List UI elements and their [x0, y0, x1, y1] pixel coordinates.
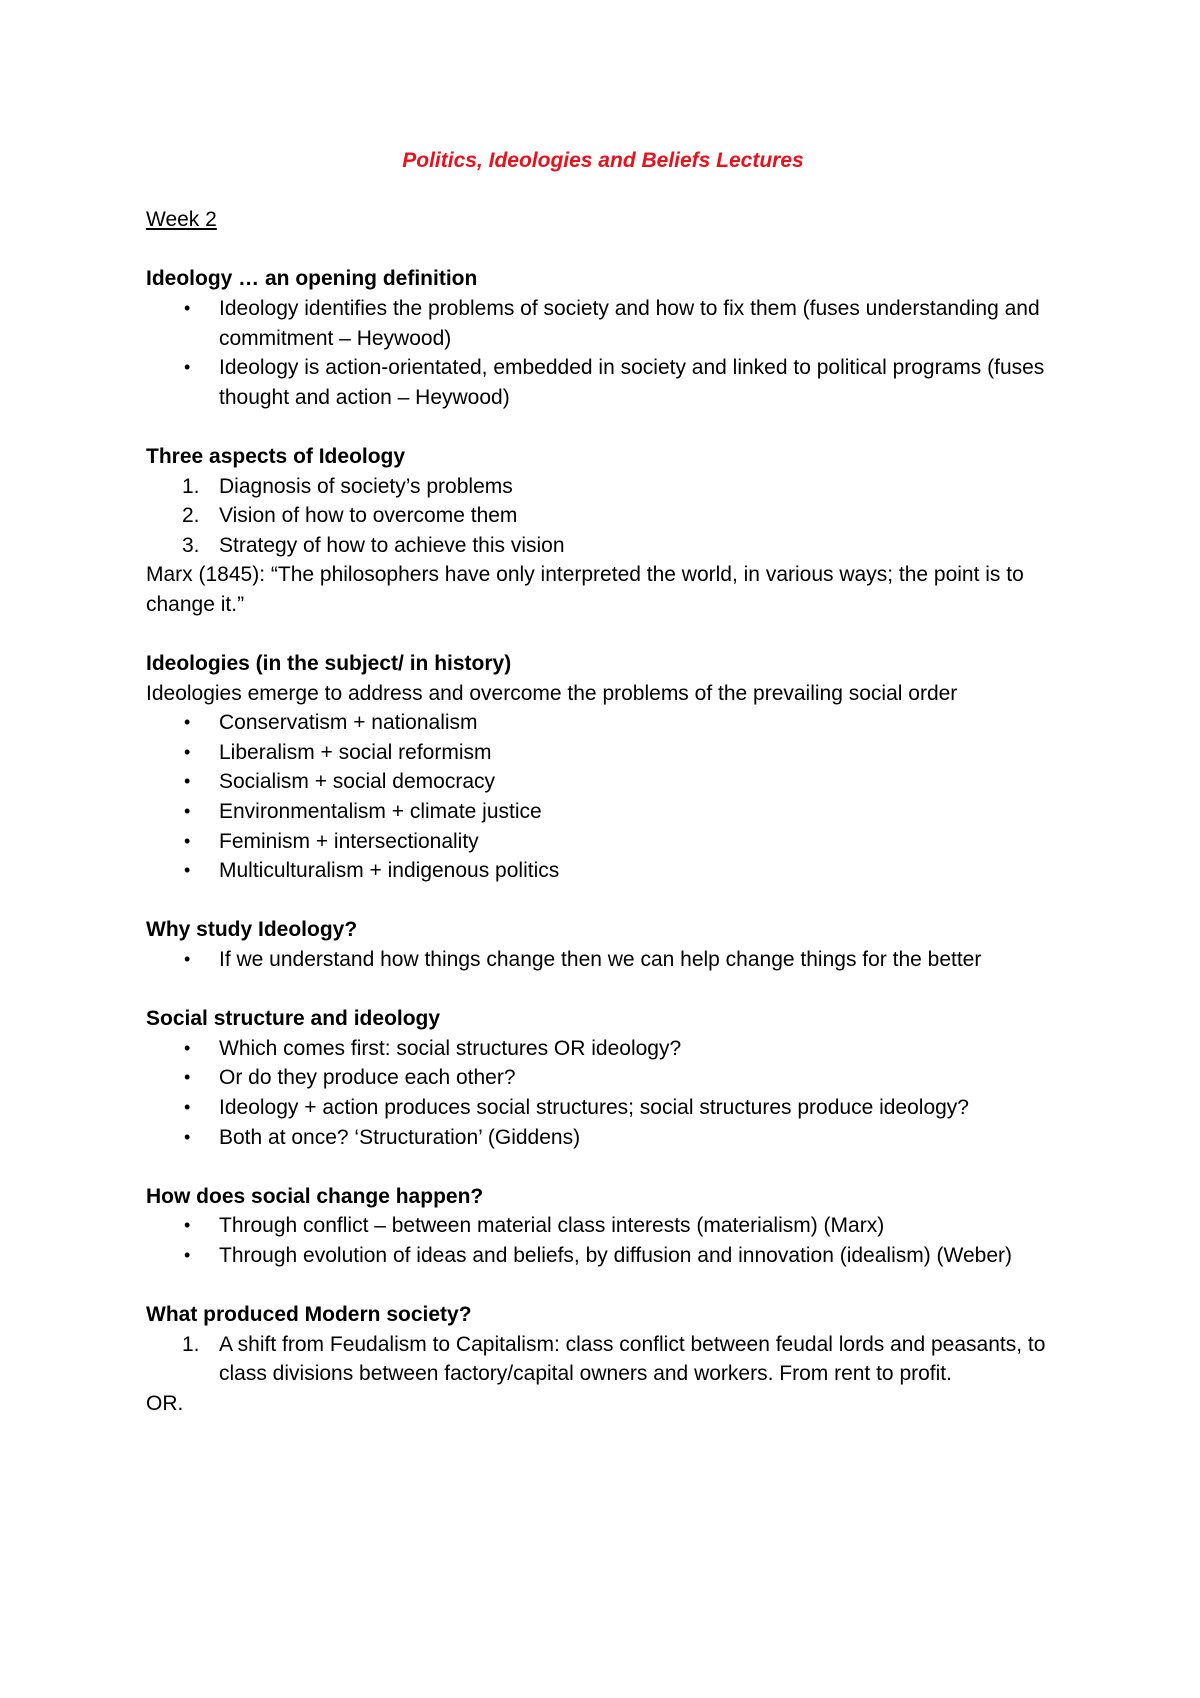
- list-item: 2. Vision of how to overcome them: [146, 501, 1060, 531]
- list-item: • Both at once? ‘Structuration’ (Giddens): [146, 1123, 1060, 1153]
- section-why-study: [146, 915, 1060, 974]
- bullet-list: [146, 1034, 1060, 1152]
- list-item: • Ideology + action produces social structures; social structures produce ideology?: [146, 1093, 1060, 1123]
- list-item: 3. Strategy of how to achieve this vision: [146, 531, 1060, 561]
- list-item: • Socialism + social democracy: [146, 767, 1060, 797]
- section-heading: Ideology … an opening definition: [146, 267, 478, 291]
- list-item: • Feminism + intersectionality: [146, 827, 1060, 857]
- bullet-icon: •: [184, 1126, 191, 1147]
- list-item: • Through evolution of ideas and beliefs, by diffusion and innovation (idealism) (Weber): [146, 1241, 1060, 1271]
- bullet-icon: •: [184, 1037, 191, 1058]
- bullet-icon: •: [184, 771, 191, 792]
- list-item: • Ideology is action-orientated, embedded in society and linked to political programs (fuses thought and action – Heywood): [146, 353, 1060, 412]
- trailing-or: OR.: [146, 1391, 184, 1415]
- bullet-icon: •: [184, 949, 191, 970]
- bullet-icon: •: [184, 297, 191, 318]
- bullet-icon: •: [184, 712, 191, 733]
- list-item: • If we understand how things change then we can help change things for the better: [146, 945, 1060, 975]
- list-item: • Or do they produce each other?: [146, 1063, 1060, 1093]
- bullet-icon: •: [184, 1097, 191, 1117]
- list-item: • Ideology identifies the problems of society and how to fix them (fuses understanding and commitment – Heywood): [146, 294, 1060, 353]
- list-item: • Multiculturalism + indigenous politics: [146, 856, 1060, 886]
- section-social-structure: [146, 1004, 1060, 1152]
- week-label: Week 2: [146, 208, 217, 232]
- bullet-list: [146, 708, 1060, 886]
- numbered-list: [146, 472, 1060, 561]
- bullet-list: [146, 945, 1060, 975]
- document-title: Politics, Ideologies and Beliefs Lectures: [402, 149, 804, 172]
- bullet-icon: •: [184, 741, 191, 762]
- section-three-aspects: [146, 442, 1060, 620]
- list-item: • Through conflict – between material class interests (materialism) (Marx): [146, 1211, 1060, 1241]
- section-social-change: [146, 1182, 1060, 1271]
- section-heading: Ideologies (in the subject/ in history): [146, 652, 512, 676]
- bullet-icon: •: [184, 801, 191, 822]
- list-item: • Liberalism + social reformism: [146, 738, 1060, 768]
- section-modern-society: [146, 1300, 1060, 1418]
- list-item: • Which comes first: social structures OR ideology?: [146, 1034, 1060, 1064]
- section-heading: Three aspects of Ideology: [146, 444, 406, 468]
- bullet-icon: •: [184, 860, 191, 881]
- list-number: 2.: [182, 504, 200, 528]
- list-item: • Conservatism + nationalism: [146, 708, 1060, 738]
- bullet-list: [146, 1211, 1060, 1270]
- list-number: 1.: [182, 1332, 200, 1356]
- marx-quote: Marx (1845): “The philosophers have only interpreted the world, in various ways; the point is to change it.”: [146, 563, 1024, 616]
- section-heading: How does social change happen?: [146, 1184, 484, 1208]
- bullet-list: [146, 294, 1060, 412]
- list-item: 1. A shift from Feudalism to Capitalism: class conflict between feudal lords and peasants, to class divisions between factory/capital owners and workers. From rent to profit.: [146, 1330, 1060, 1389]
- section-opening-definition: [146, 264, 1060, 412]
- bullet-icon: •: [184, 1067, 191, 1088]
- section-ideologies-history: [146, 649, 1060, 886]
- list-item: 1. Diagnosis of society’s problems: [146, 472, 1060, 502]
- section-heading: Why study Ideology?: [146, 918, 358, 942]
- list-item: • Environmentalism + climate justice: [146, 797, 1060, 827]
- section-heading: What produced Modern society?: [146, 1303, 472, 1327]
- section-heading: Social structure and ideology: [146, 1007, 441, 1031]
- section-intro: Ideologies emerge to address and overcome the problems of the prevailing social order: [146, 681, 958, 705]
- bullet-icon: •: [184, 830, 191, 851]
- bullet-icon: •: [184, 1215, 191, 1236]
- bullet-icon: •: [184, 1244, 191, 1265]
- numbered-list: [146, 1330, 1060, 1389]
- bullet-icon: •: [184, 357, 191, 378]
- list-number: 3.: [182, 533, 200, 557]
- list-number: 1.: [182, 474, 200, 498]
